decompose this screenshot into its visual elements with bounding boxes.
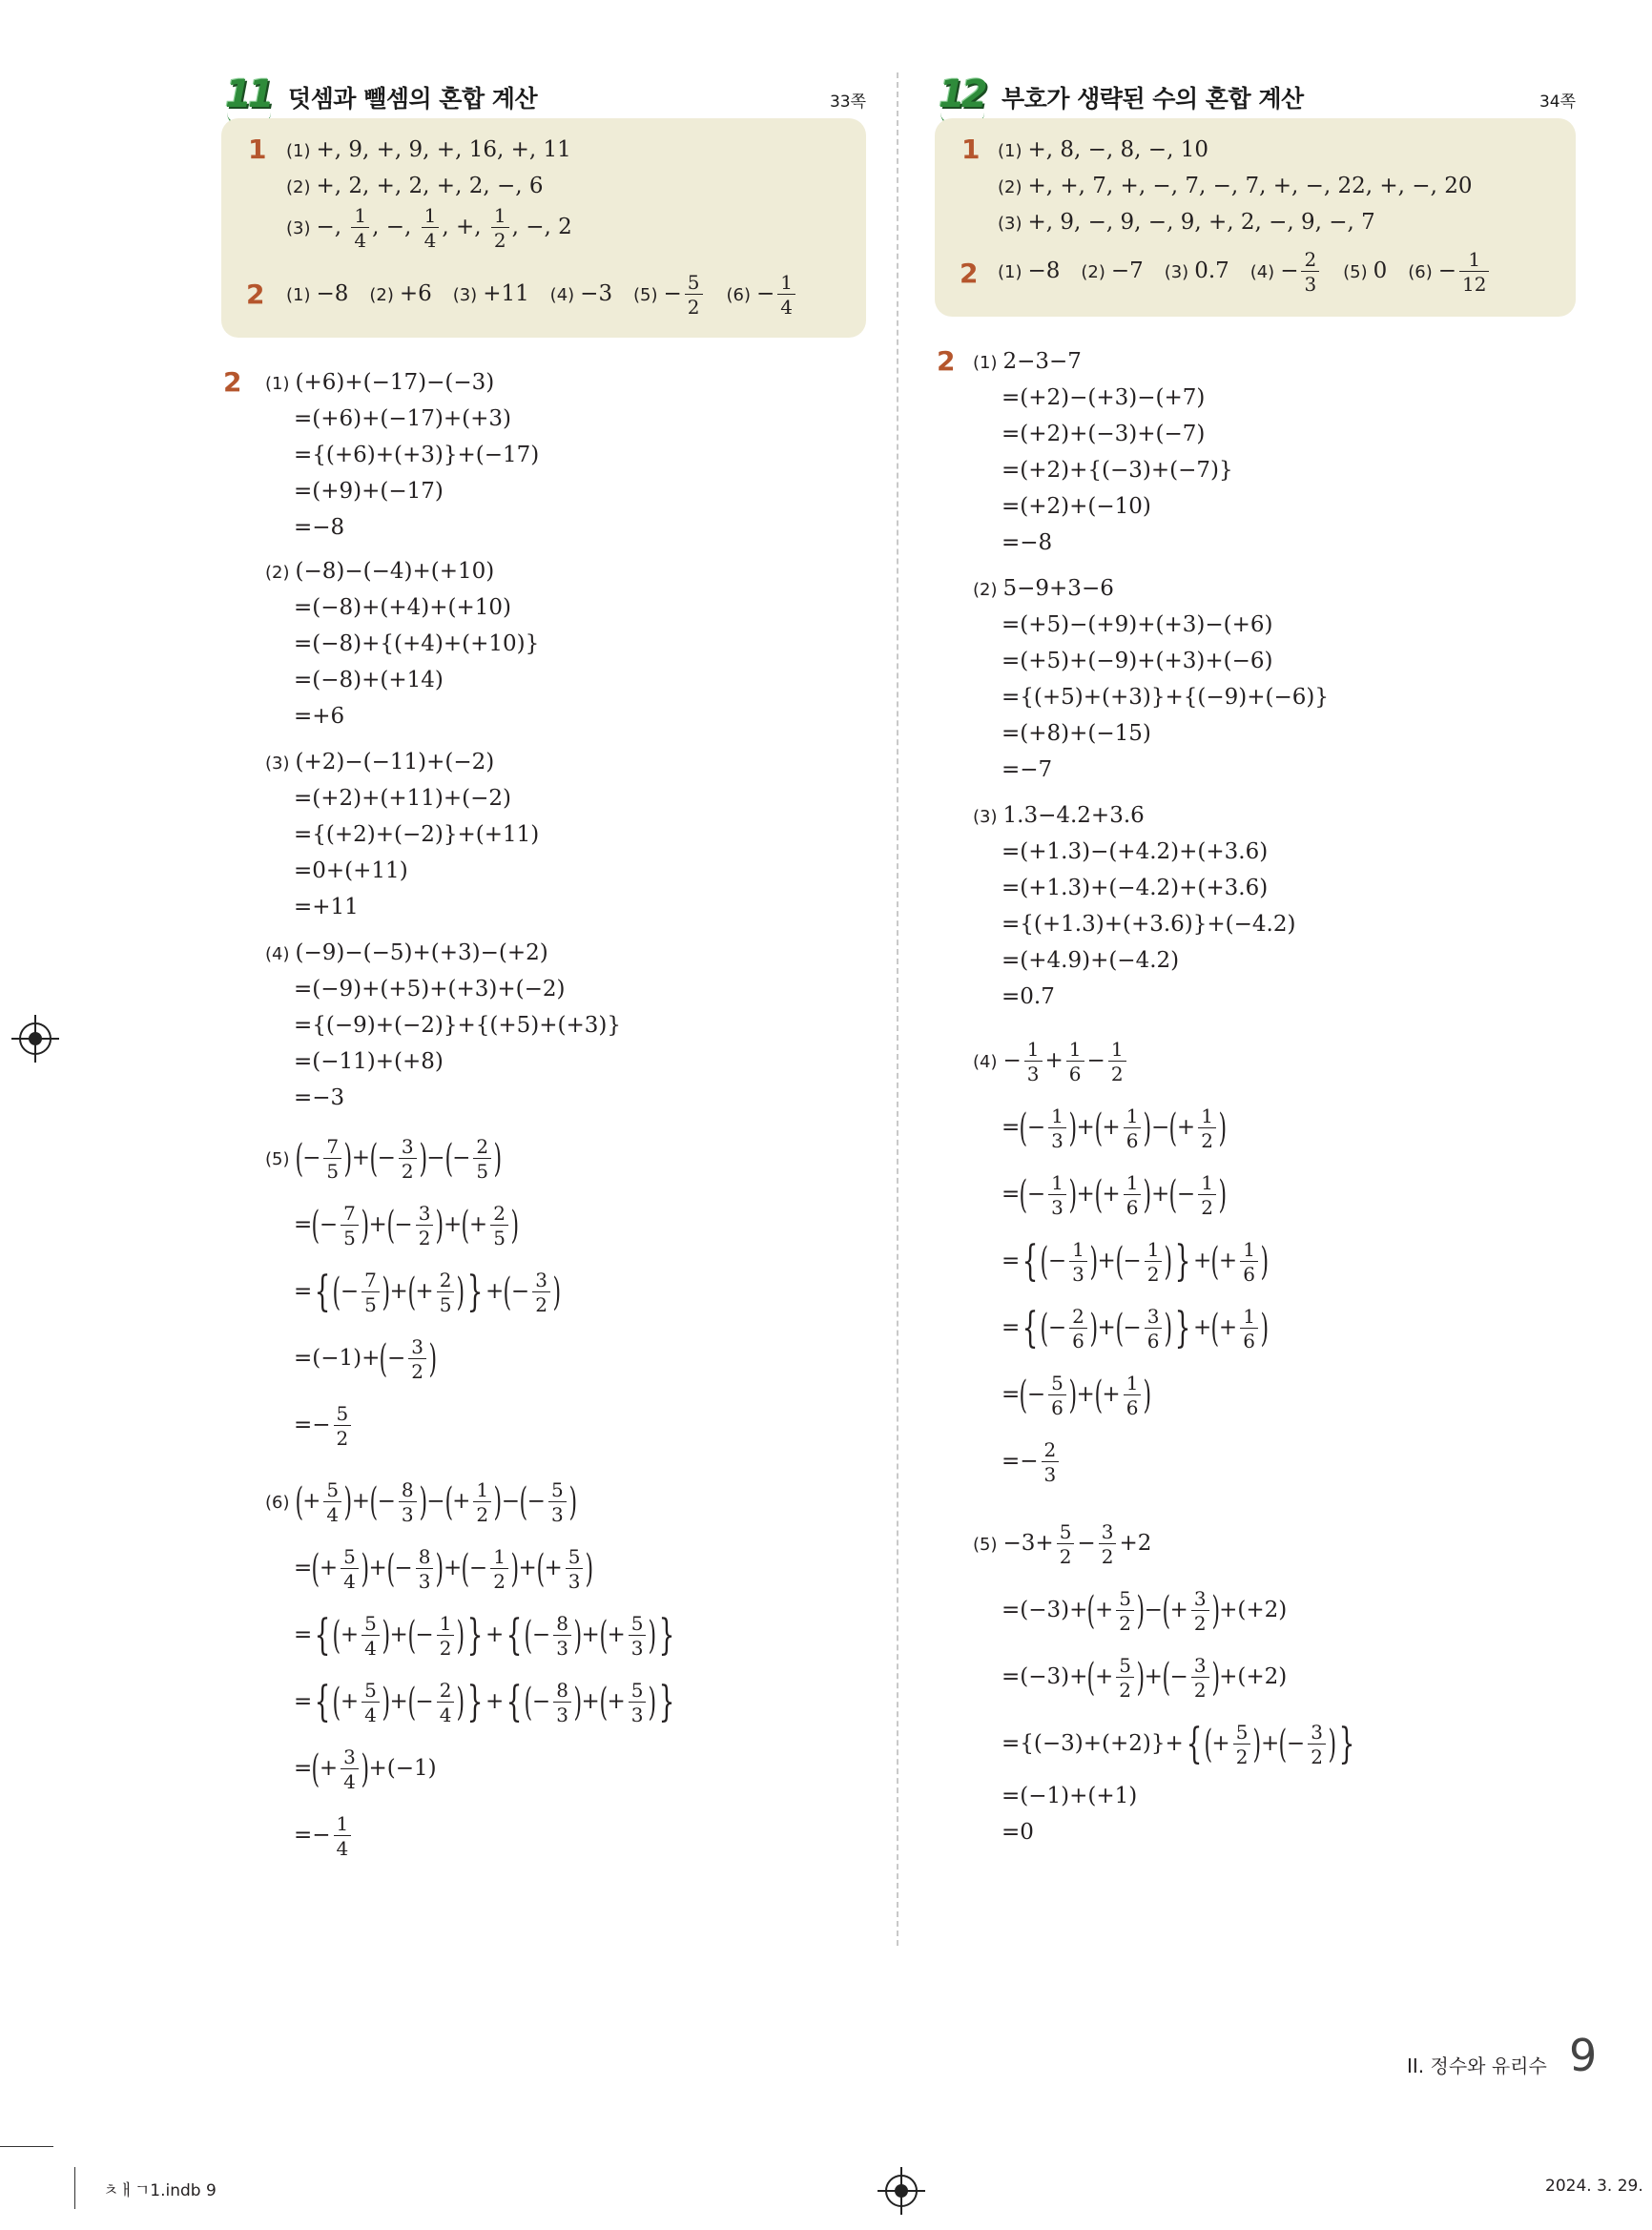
solution-step: =−3	[294, 1085, 345, 1110]
solution-step: =(−1)+(− $\frac{3}{2}$ )	[294, 1335, 438, 1383]
page-number: 9	[1569, 2030, 1598, 2081]
solution-step: =(− $\frac{1}{3}$ )+(+ $\frac{1}{6}$ )−(+ $\frac{1}{2}$ )	[1002, 1105, 1228, 1152]
answer-box	[935, 118, 1576, 317]
solution-step: ={(+2)+(−2)}+(+11)	[294, 822, 540, 847]
section-header-12	[935, 67, 1576, 124]
answer-number-1: 1	[961, 134, 981, 165]
footer-section-label: II. 정수와 유리수	[1407, 2054, 1547, 2077]
solution-step: (4) − $\frac{1}{3}$ + $\frac{1}{6}$ − $\frac{1}{2}$	[973, 1040, 1129, 1084]
solution-step: =−8	[1002, 530, 1053, 555]
solution-step: =(−8)+(+4)+(+10)	[294, 595, 512, 620]
solution-step: =(+4.9)+(−4.2)	[1002, 948, 1180, 973]
solution-step: =(+1.3)+(−4.2)+(+3.6)	[1002, 876, 1269, 900]
registration-mark-icon	[885, 2175, 918, 2207]
solution-step: (6) (+ $\frac{5}{4}$ )+(− $\frac{8}{3}$ )−(+ $\frac{1}{2}$ )−(− $\frac{5}{3}$ )	[265, 1478, 577, 1526]
answer-line-1: (1) +, 9, +, 9, +, 16, +, 11	[286, 137, 571, 162]
solution-step: =(+9)+(−17)	[294, 479, 444, 504]
section-title: 덧셈과 뺄셈의 혼합 계산	[288, 85, 538, 113]
solution-step: =+11	[294, 895, 359, 919]
solution-step: =(− $\frac{7}{5}$ )+(− $\frac{3}{2}$ )+(+ $\frac{2}{5}$ )	[294, 1202, 520, 1249]
solution-step: ={(− $\frac{1}{3}$ )+(− $\frac{1}{2}$ )} +(+ $\frac{1}{6}$ )	[1002, 1237, 1270, 1286]
solution-step: ={(+6)+(+3)}+(−17)	[294, 443, 540, 467]
solution-step: =(−3)+(+ $\frac{5}{2}$ )−(+ $\frac{3}{2}$ )+(+2)	[1002, 1587, 1288, 1635]
solution-step: ={(− $\frac{2}{6}$ )+(− $\frac{3}{6}$ )} +(+ $\frac{1}{6}$ )	[1002, 1304, 1270, 1352]
answer-number-2: 2	[960, 258, 979, 289]
solution-step: (5) −3+ $\frac{5}{2}$ − $\frac{3}{2}$ +2	[973, 1520, 1152, 1568]
solution-step: ={(− $\frac{7}{5}$ )+(+ $\frac{2}{5}$ )} +(− $\frac{3}{2}$ )	[294, 1268, 562, 1316]
solution-step: =(− $\frac{5}{6}$ )+(+ $\frac{1}{6}$ )	[1002, 1372, 1152, 1419]
solution-step: =(−8)+(+14)	[294, 668, 444, 692]
solution-step: =(+ $\frac{5}{4}$ )+(− $\frac{8}{3}$ )+(− $\frac{1}{2}$ )+(+ $\frac{5}{3}$ )	[294, 1545, 594, 1593]
solution-step: =0	[1002, 1820, 1034, 1845]
solution-step: =+6	[294, 704, 345, 729]
solution-step: =(+2)+(−3)+(−7)	[1002, 422, 1206, 446]
solution-number: 2	[937, 345, 956, 377]
solution-step: ={(+ $\frac{5}{4}$ )+(− $\frac{2}{4}$ )} +{(− $\frac{8}{3}$ )+(+ $\frac{5}{3}$ )}	[294, 1678, 675, 1726]
answer-line-4: (1) −8 (2) −7 (3) 0.7 (4) − $\frac{2}{3}$ (5) 0 (6) − $\frac{1}{12}$	[998, 250, 1492, 294]
crop-mark	[0, 2146, 53, 2147]
solution-step: =(−8)+{(+4)+(+10)}	[294, 631, 540, 656]
solution-step: =− $\frac{2}{3}$	[1002, 1440, 1062, 1484]
solution-step: =(+2)+{(−3)+(−7)}	[1002, 458, 1233, 483]
solution-step: (1) (+6)+(−17)−(−3)	[265, 370, 495, 395]
solution-step: (2) (−8)−(−4)+(+10)	[265, 559, 495, 584]
section-number: 12	[939, 72, 984, 116]
solution-step: =(−3)+(+ $\frac{5}{2}$ )+(− $\frac{3}{2}$ )+(+2)	[1002, 1654, 1288, 1702]
solution-step: (2) 5−9+3−6	[973, 576, 1114, 601]
solution-step: (1) 2−3−7	[973, 349, 1082, 374]
solution-step: =(−11)+(+8)	[294, 1049, 444, 1074]
answer-box	[221, 118, 866, 338]
solution-step: =(+5)−(+9)+(+3)−(+6)	[1002, 612, 1273, 637]
solution-step: ={(+5)+(+3)}+{(−9)+(−6)}	[1002, 685, 1330, 710]
solution-step: (4) (−9)−(−5)+(+3)−(+2)	[265, 940, 548, 965]
column-divider	[897, 72, 898, 1946]
solution-step: ={(−9)+(−2)}+{(+5)+(+3)}	[294, 1013, 622, 1038]
section-number: 11	[225, 72, 271, 116]
answer-number-2: 2	[246, 279, 265, 310]
solution-step: =(+ $\frac{3}{4}$ )+(−1)	[294, 1745, 437, 1793]
solution-step: (3) (+2)−(−11)+(−2)	[265, 750, 495, 774]
solution-step: (3) 1.3−4.2+3.6	[973, 803, 1145, 828]
solution-step: =(−1)+(+1)	[1002, 1784, 1138, 1808]
solution-step: =(+2)+(+11)+(−2)	[294, 786, 512, 811]
print-date: 2024. 3. 29.	[1545, 2177, 1643, 2196]
print-file-info: ㅊㅐㄱ1.indb 9	[103, 2181, 217, 2200]
solution-step: =(+8)+(−15)	[1002, 721, 1151, 746]
solution-step: ={(−3)+(+2)}+{(+ $\frac{5}{2}$ )+(− $\frac{3}{2}$ )}	[1002, 1720, 1354, 1768]
solution-step: =− $\frac{5}{2}$	[294, 1404, 354, 1448]
section-header-11	[221, 67, 866, 124]
solution-step: =−8	[294, 515, 345, 540]
solution-step: =0.7	[1002, 984, 1055, 1009]
solution-step: =(+2)+(−10)	[1002, 494, 1151, 519]
solution-step: =(+5)+(−9)+(+3)+(−6)	[1002, 649, 1273, 673]
solution-number: 2	[223, 366, 242, 398]
solution-step: =(− $\frac{1}{3}$ )+(+ $\frac{1}{6}$ )+(− $\frac{1}{2}$ )	[1002, 1171, 1228, 1219]
page-reference: 33쪽	[829, 93, 866, 112]
section-title: 부호가 생략된 수의 혼합 계산	[1002, 85, 1304, 113]
solution-step: =−7	[1002, 757, 1053, 782]
answer-line-2: (2) +, +, 7, +, −, 7, −, 7, +, −, 22, +, −, 20	[998, 174, 1473, 198]
solution-step: =(+1.3)−(+4.2)+(+3.6)	[1002, 839, 1269, 864]
registration-mark-icon	[19, 1022, 52, 1055]
solution-step: ={(+1.3)+(+3.6)}+(−4.2)	[1002, 912, 1296, 937]
solution-step: ={(+ $\frac{5}{4}$ )+(− $\frac{1}{2}$ )} +{(− $\frac{8}{3}$ )+(+ $\frac{5}{3}$ )}	[294, 1611, 675, 1660]
crop-mark	[74, 2167, 75, 2209]
answer-number-1: 1	[248, 134, 267, 165]
answer-line-4: (1) −8 (2) +6 (3) +11 (4) −3 (5) − $\frac{5}{2}$ (6) − $\frac{1}{4}$	[286, 273, 798, 317]
answer-line-1: (1) +, 8, −, 8, −, 10	[998, 137, 1208, 162]
page-reference: 34쪽	[1538, 93, 1576, 112]
solution-step: =(−9)+(+5)+(+3)+(−2)	[294, 977, 566, 1001]
answer-line-3: (3) −, $\frac{1}{4}$ , −, $\frac{1}{4}$ , +, $\frac{1}{2}$ , −, 2	[286, 204, 572, 252]
solution-step: =− $\frac{1}{4}$	[294, 1814, 354, 1858]
solution-step: =0+(+11)	[294, 858, 408, 883]
solution-step: =(+6)+(−17)+(+3)	[294, 406, 512, 431]
solution-step: =(+2)−(+3)−(+7)	[1002, 385, 1206, 410]
answer-line-3: (3) +, 9, −, 9, −, 9, +, 2, −, 9, −, 7	[998, 210, 1375, 235]
solution-step: (5) (− $\frac{7}{5}$ )+(− $\frac{3}{2}$ )−(− $\frac{2}{5}$ )	[265, 1135, 503, 1183]
answer-line-2: (2) +, 2, +, 2, +, 2, −, 6	[286, 174, 544, 198]
